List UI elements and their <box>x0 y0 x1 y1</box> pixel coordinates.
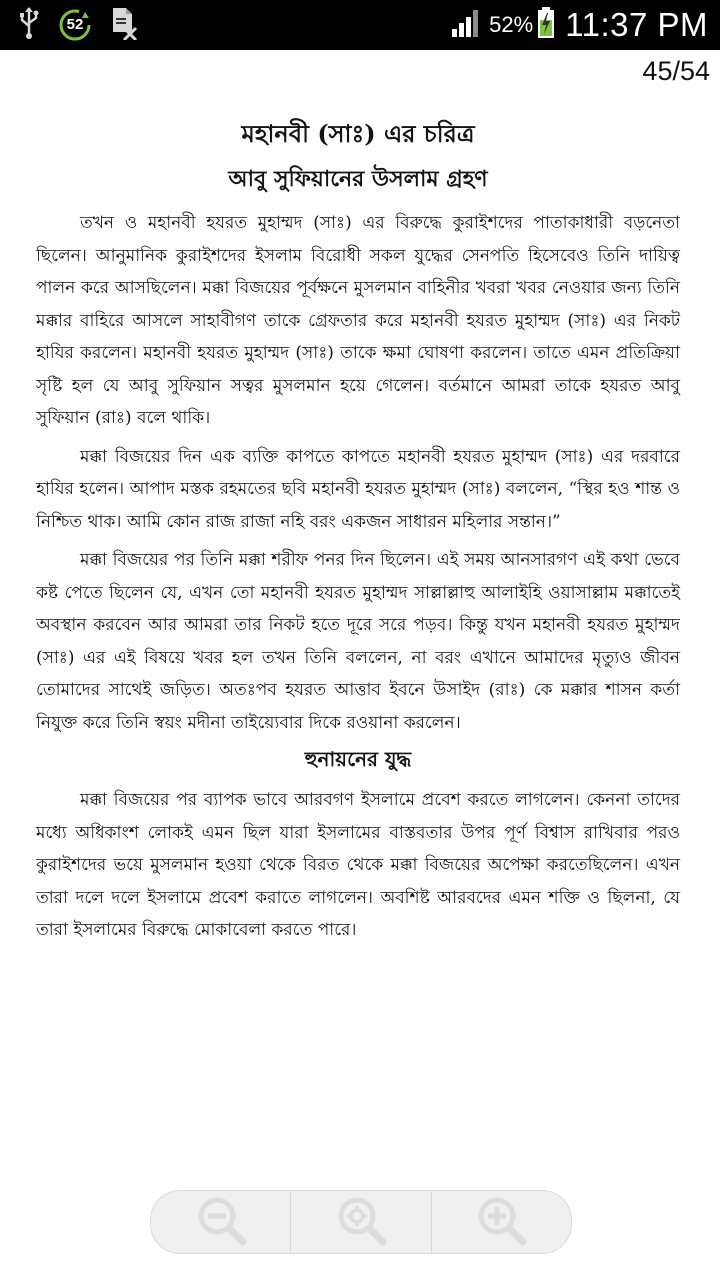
notification-count: 52 <box>66 16 84 33</box>
page-subtitle: আবু সুফিয়ানের উসলাম গ্রহণ <box>228 166 488 192</box>
signal-icon <box>451 9 483 41</box>
paragraph-3: মক্কা বিজয়ের পর তিনি মক্কা শরীফ পনর দিন ছিলেন। এই সময় আনসারগণ এই কথা ভেবে কষ্ট পেতে ছিলেন যে, এখন তো মহানবী হযরত মুহাম্মদ সাল্লাল্লাহু আলাইহি ওয়াসাল্লাম মক্কাতেই অবস্থান করবেন আর আমরা তার নিকট হতে দূরে সরে পড়ব। কিন্তু যখন মহানবী হযরত মুহাম্মদ (সাঃ) এর এই বিষয়ে খবর হল তখন তিনি বললেন, না বরং এখানে আমাদের মৃত্যুও জীবন তোমাদের সাথেই জড়িত। অতঃপব হযরত আত্তাব ইবনে উসাইদ (রাঃ) কে মক্কার শাসন কর্তা নিযুক্ত করে তিনি স্বয়ং মদীনা তাইয়্যেবার দিকে রওয়ানা করলেন। <box>36 550 680 733</box>
zoom-out-button[interactable] <box>151 1191 291 1253</box>
status-bar-left <box>18 7 138 43</box>
paragraph-1: তখন ও মহানবী হযরত মুহাম্মদ (সাঃ) এর বিরুদ্ধে কুরাইশদের পাতাকাধারী বড়নেতা ছিলেন। আনুমানিক কুরাইশদের ইসলাম বিরোধী সকল যুদ্ধের সেনপতি হিসেবেও তিনি দায়িত্ব পালন করে আসছিলেন। মক্কা বিজয়ের পূর্বক্ষনে মুসলমান বাহিনীর খবরা খবর নেওয়ার জন্য তিনি মক্কার বাহিরে আসলে সাহাবীগণ তাকে গ্রেফতার করে মহানবী হযরত মুহাম্মদ (সাঃ) এর নিকট হাযির করলেন। মহানবী হযরত মুহাম্মদ (সাঃ) তাকে ক্ষমা ঘোষণা করলেন। তাতে এমন প্রতিক্রিয়া সৃষ্টি হল যে আবু সুফিয়ান সত্বর মুসলমান হয়ে গেলেন। বর্তমানে আমরা তাকে হযরত আবু সুফিয়ান (রাঃ) বলে থাকি। <box>36 213 680 428</box>
zoom-in-icon <box>473 1192 529 1252</box>
zoom-out-icon <box>193 1192 249 1252</box>
zoom-fit-icon <box>333 1192 389 1252</box>
status-bar-right <box>451 0 708 50</box>
zoom-controls <box>150 1190 572 1254</box>
page-indicator: 45/54 <box>642 56 710 86</box>
usb-icon <box>18 6 40 44</box>
sync-icon <box>58 8 92 42</box>
page-title: মহানবী (সাঃ) এর চরিত্র <box>241 119 475 148</box>
status-clock: 11:37 PM <box>565 6 708 43</box>
paragraph-4: মক্কা বিজয়ের পর ব্যাপক ভাবে আরবগণ ইসলামে প্রবেশ করতে লাগলেন। কেননা তাদের মধ্যে অধিকাংশ লোকই এমন ছিল যারা ইসলামের বাস্তবতার উপর পূর্ণ বিশ্বাস রাখিবার পরও কুরাইশদের ভয়ে মুসলমান হওয়া থেকে বিরত থেকে মক্কা বিজয়ের অপেক্ষা করতেছিলেন। এখন তারা দলে দলে ইসলামে প্রবেশ করাতে লাগলেন। অবশিষ্ট আরবদের এমন শক্তি ও ছিলনা, যে তারা ইসলামের বিরুদ্ধে মোকাবেলা করতে পারে। <box>36 790 680 940</box>
section-title: হুনায়নের যুদ্ধ <box>304 747 412 771</box>
zoom-fit-button[interactable] <box>291 1191 431 1253</box>
battery-percent: 52% <box>489 12 534 37</box>
zoom-in-button[interactable] <box>432 1191 571 1253</box>
document-page[interactable] <box>36 110 680 953</box>
paragraph-2: মক্কা বিজয়ের দিন এক ব্যক্তি কাপতে কাপতে মহানবী হযরত মুহাম্মদ (সাঃ) এর দরবারে হাযির হলেন। আপাদ মস্তক রহমতের ছবি মহানবী হযরত মুহাম্মদ (সাঃ) বললেন, “স্থির হও শান্ত ও নিশ্চিত থাক। আমি কোন রাজ রাজা নহি বরং একজন সাধারন মহিলার সন্তান।” <box>36 446 680 532</box>
battery-charging-icon <box>537 7 555 43</box>
file-sync-icon <box>110 6 138 44</box>
status-bar <box>0 0 720 50</box>
